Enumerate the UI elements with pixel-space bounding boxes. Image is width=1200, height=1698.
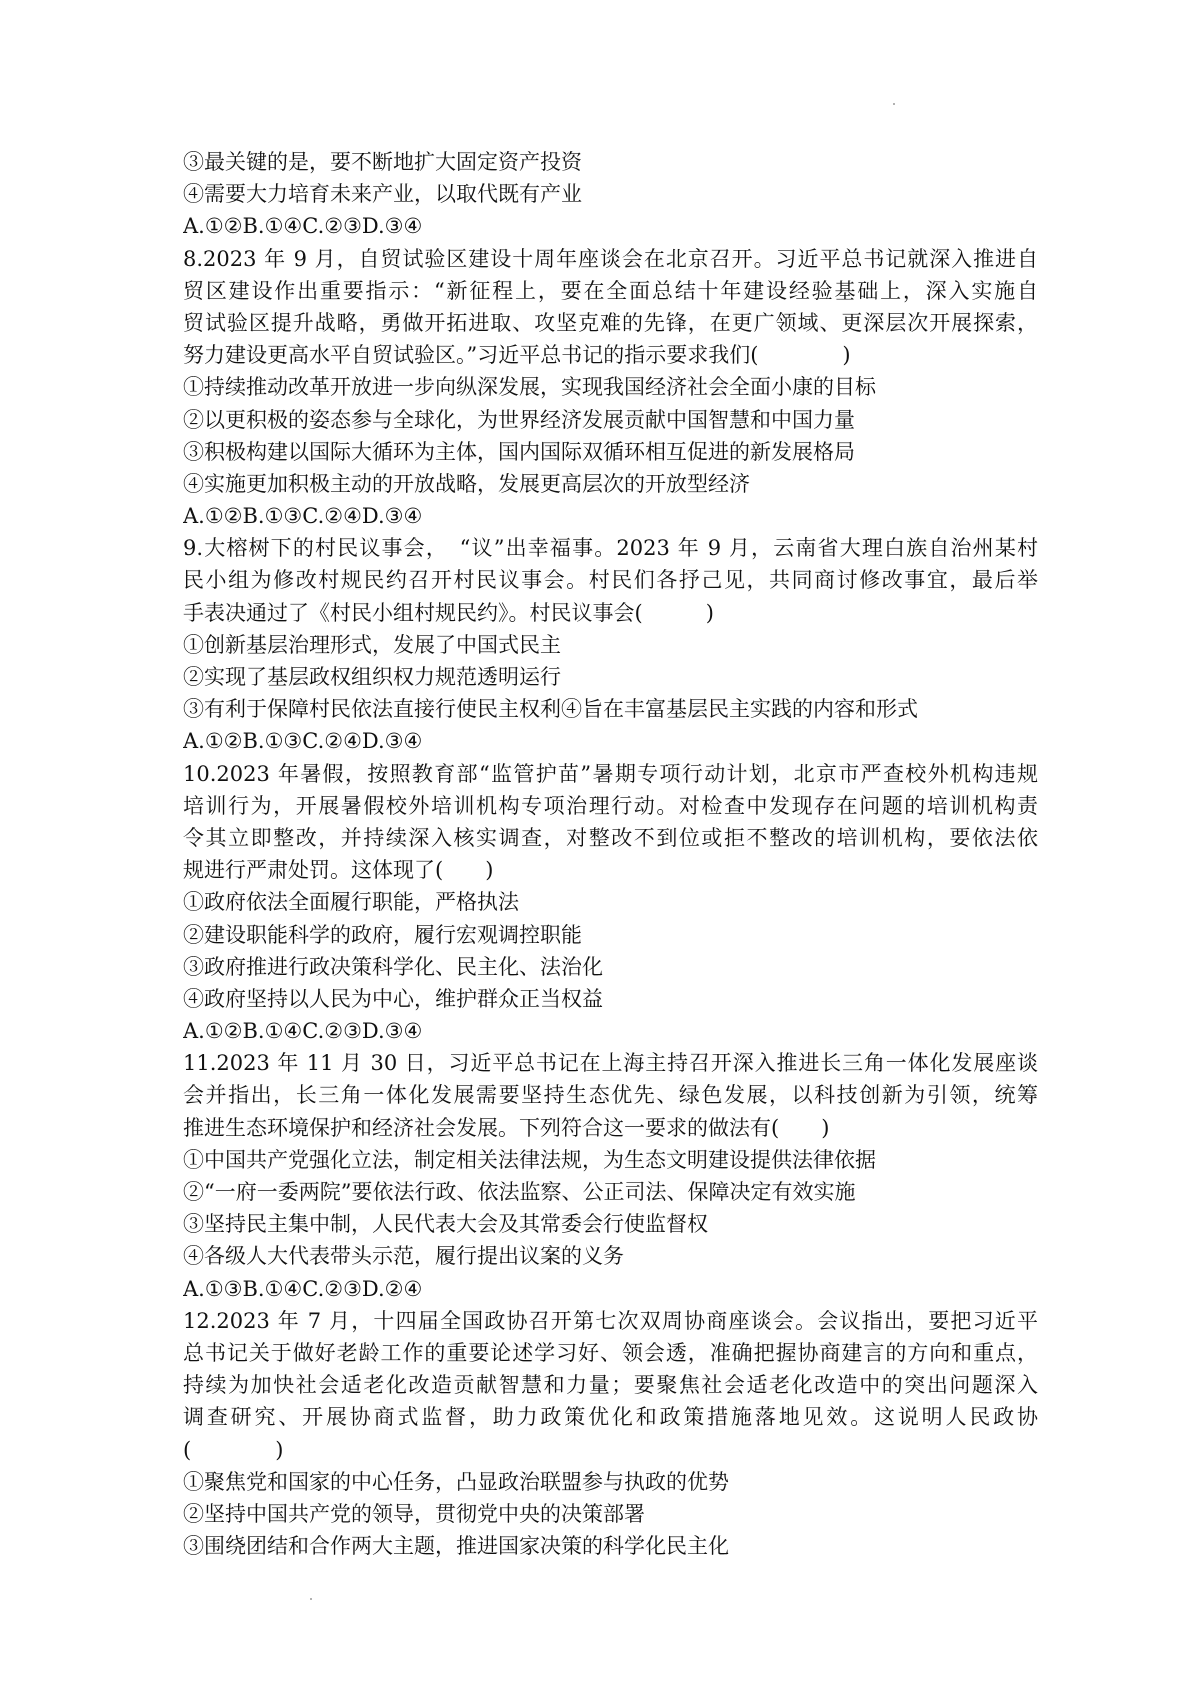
question-9-stem-line-2: 民小组为修改村规民约召开村民议事会。村民们各抒己见，共同商讨修改事宜，最后举 [183, 568, 1038, 593]
question-8-stem-line-3: 贸试验区提升战略，勇做开拓进取、攻坚克难的先锋，在更广领域、更深层次开展探索， [183, 310, 1038, 335]
question-10-stem-line-4: 规进行严肃处罚。这体现了( ) [183, 858, 494, 883]
question-12-stem-line-4: 调查研究、开展协商式监督，助力政策优化和政策措施落地见效。这说明人民政协 [183, 1405, 1038, 1430]
option-4-q7: ④需要大力培育未来产业，以取代既有产业 [183, 182, 582, 207]
option-2-q9: ②实现了基层政权组织权力规范透明运行 [183, 665, 561, 689]
scan-speck [893, 103, 895, 105]
question-10-stem-line-1: 10.2023 年暑假，按照教育部“监管护苗”暑期专项行动计划，北京市严查校外机构违规 [183, 761, 1038, 786]
option-4-q10: ④政府坚持以人民为中心，维护群众正当权益 [183, 986, 603, 1011]
question-12-stem-line-3: 持续为加快社会适老化改造贡献智慧和力量；要聚焦社会适老化改造中的突出问题深入 [183, 1373, 1038, 1398]
question-8-stem-line-4: 努力建设更高水平自贸试验区。”习近平总书记的指示要求我们( ) [183, 343, 851, 368]
option-2-q10: ②建设职能科学的政府，履行宏观调控职能 [183, 922, 582, 947]
option-1-q8: ①持续推动改革开放进一步向纵深发展，实现我国经济社会全面小康的目标 [183, 375, 876, 400]
question-11-stem-line-1: 11.2023 年 11 月 30 日，习近平总书记在上海主持召开深入推进长三角一体化发展座谈 [183, 1051, 1038, 1076]
option-3-q10: ③政府推进行政决策科学化、民主化、法治化 [183, 954, 603, 979]
option-1-q12: ①聚焦党和国家的中心任务，凸显政治联盟参与执政的优势 [183, 1469, 729, 1494]
option-2-q12: ②坚持中国共产党的领导，贯彻党中央的决策部署 [183, 1501, 645, 1526]
question-9-stem-line-1: 9.大榕树下的村民议事会， “议”出幸福事。2023 年 9 月，云南省大理白族自治州某村 [183, 536, 1038, 561]
option-4-q11: ④各级人大代表带头示范，履行提出议案的义务 [183, 1244, 624, 1269]
question-9-stem-line-3: 手表决通过了《村民小组村规民约》。村民议事会( ) [183, 600, 714, 625]
option-3-q12: ③围绕团结和合作两大主题，推进国家决策的科学化民主化 [183, 1534, 729, 1559]
option-3-4-q9: ③有利于保障村民依法直接行使民主权利④旨在丰富基层民主实践的内容和形式 [183, 697, 918, 722]
question-8-stem-line-1: 8.2023 年 9 月，自贸试验区建设十周年座谈会在北京召开。习近平总书记就深入推进自 [183, 246, 1038, 271]
question-11-stem-line-2: 会并指出，长三角一体化发展需要坚持生态优先、绿色发展，以科技创新为引领，统筹 [183, 1083, 1038, 1108]
question-10-stem-line-3: 令其立即整改，并持续深入核实调查，对整改不到位或拒不整改的培训机构，要依法依 [183, 825, 1038, 850]
answer-choices-q10: A.①②B.①④C.②③D.③④ [183, 1019, 423, 1044]
option-2-q8: ②以更积极的姿态参与全球化，为世界经济发展贡献中国智慧和中国力量 [183, 407, 855, 432]
answer-choices-q11: A.①③B.①④C.②③D.②④ [183, 1276, 423, 1301]
option-1-q9: ①创新基层治理形式，发展了中国式民主 [183, 632, 561, 657]
question-10-stem-line-2: 培训行为，开展暑假校外培训机构专项治理行动。对检查中发现存在问题的培训机构责 [183, 793, 1038, 818]
option-2-q11: ②“一府一委两院”要依法行政、依法监察、公正司法、保障决定有效实施 [183, 1180, 856, 1204]
exam-page-body [183, 146, 1038, 1562]
option-3-q8: ③积极构建以国际大循环为主体，国内国际双循环相互促进的新发展格局 [183, 439, 855, 464]
question-12-stem-line-1: 12.2023 年 7 月，十四届全国政协召开第七次双周协商座谈会。会议指出，要把习近平 [183, 1308, 1038, 1333]
scan-speck [310, 1598, 312, 1600]
question-8-stem-line-2: 贸区建设作出重要指示：“新征程上，要在全面总结十年建设经验基础上，深入实施自 [183, 278, 1038, 303]
answer-choices-q9: A.①②B.①③C.②④D.③④ [183, 729, 423, 754]
option-4-q8: ④实施更加积极主动的开放战略，发展更高层次的开放型经济 [183, 471, 750, 496]
option-1-q10: ①政府依法全面履行职能，严格执法 [183, 890, 519, 915]
option-3-q11: ③坚持民主集中制，人民代表大会及其常委会行使监督权 [183, 1212, 708, 1237]
answer-choices-q8: A.①②B.①③C.②④D.③④ [183, 504, 423, 529]
answer-choices-q7: A.①②B.①④C.②③D.③④ [183, 214, 423, 239]
question-12-answer-bracket: ( ) [183, 1437, 284, 1462]
option-3-q7: ③最关键的是，要不断地扩大固定资产投资 [183, 150, 582, 174]
question-11-stem-line-3: 推进生态环境保护和经济社会发展。下列符合这一要求的做法有( ) [183, 1115, 830, 1140]
option-1-q11: ①中国共产党强化立法，制定相关法律法规，为生态文明建设提供法律依据 [183, 1147, 876, 1172]
question-12-stem-line-2: 总书记关于做好老龄工作的重要论述学习好、领会透，准确把握协商建言的方向和重点， [183, 1340, 1038, 1365]
